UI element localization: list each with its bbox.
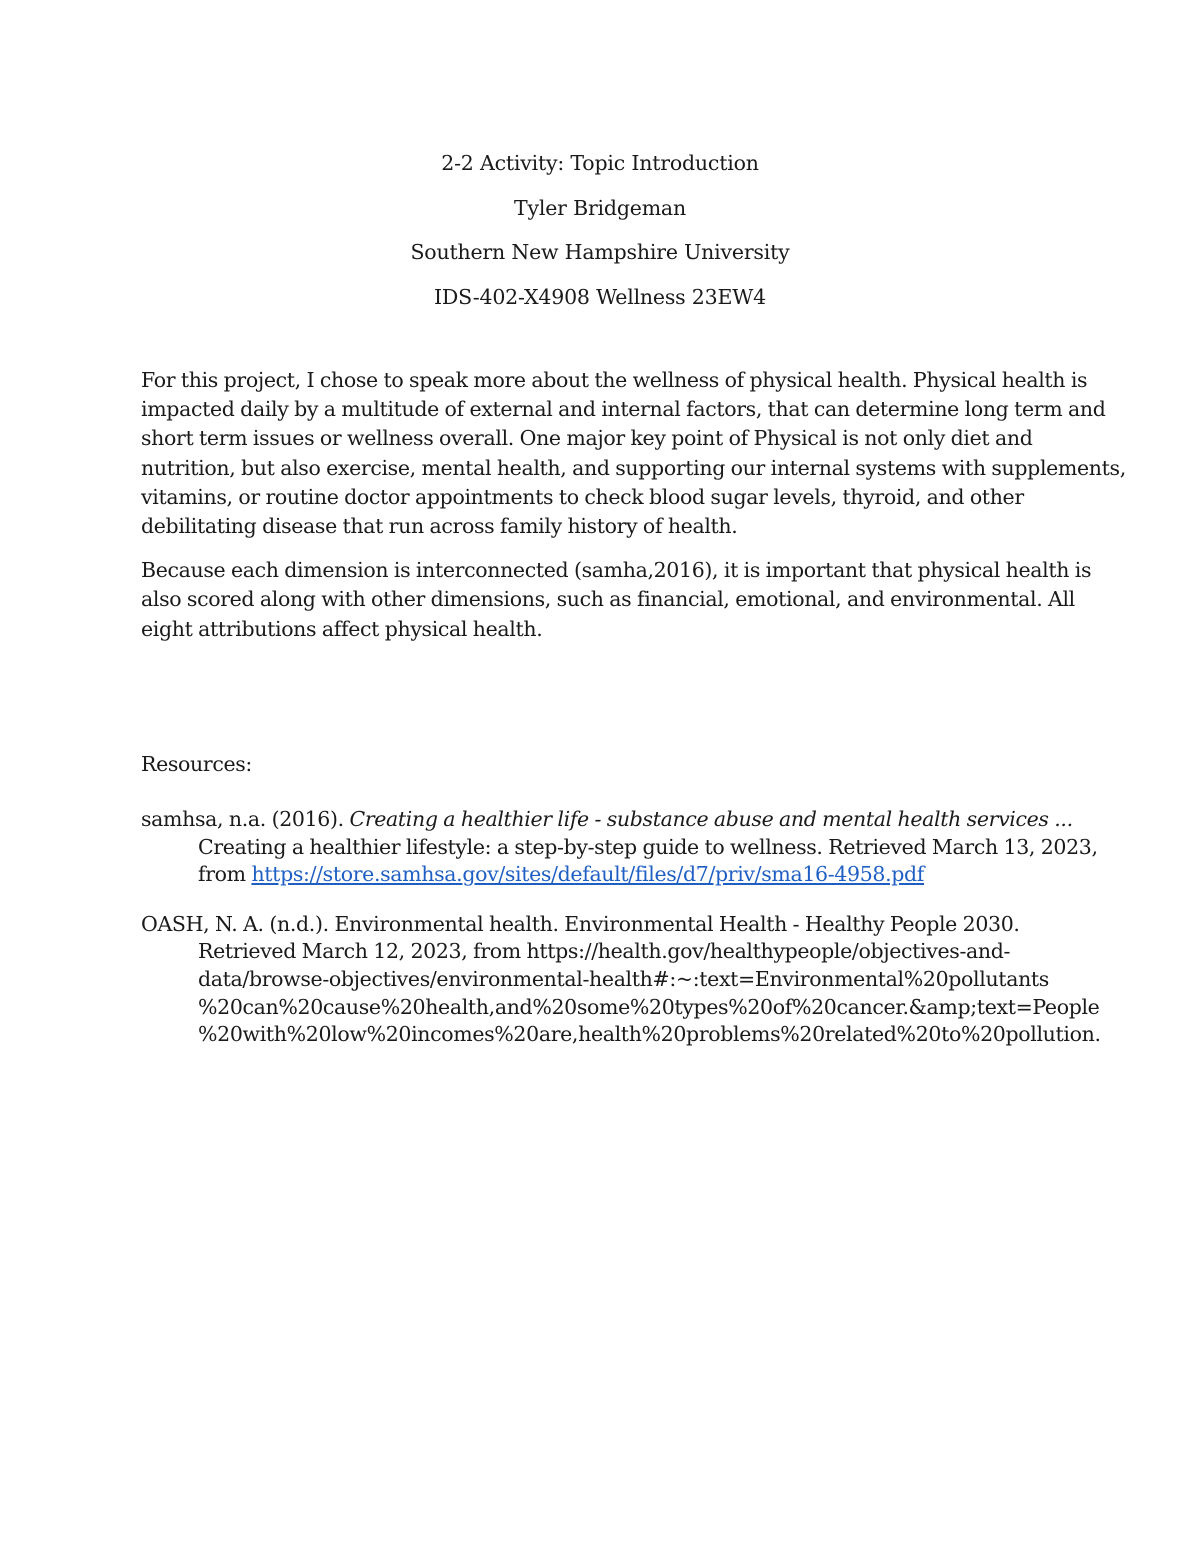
reference-lead: samhsa, n.a. (2016).: [141, 807, 350, 831]
title-block: [0, 141, 1200, 319]
paragraph-line: For this project, I chose to speak more about the wellness of physical health. Physical health is: [141, 368, 1088, 392]
paragraph-line: nutrition, but also exercise, mental health, and supporting our internal systems with supplements,: [141, 455, 1126, 480]
paragraph-2: [141, 556, 1092, 644]
samhsa-link[interactable]: https://store.samhsa.gov/sites/default/files/d7/priv/sma16-4958.pdf: [251, 862, 925, 887]
paragraph-line: eight attributions affect physical health.: [141, 616, 543, 641]
document-title: 2-2 Activity: Topic Introduction: [441, 151, 759, 175]
reference-entry-samhsa: [141, 806, 1098, 889]
reference-line: %20can%20cause%20health,and%20some%20types%20of%20cancer.&amp;text=People: [198, 994, 1100, 1019]
paragraph-line: Because each dimension is interconnected (samha,2016), it is important that physical health is: [141, 558, 1092, 583]
reference-line: Creating a healthier lifestyle: a step-by-step guide to wellness. Retrieved March 13, 2023,: [198, 834, 1098, 859]
reference-line: data/browse-objectives/environmental-health#:~:text=Environmental%20pollutants: [198, 966, 1049, 991]
paragraph-1: [141, 366, 1126, 541]
paragraph-line: also scored along with other dimensions, such as financial, emotional, and environmental. All: [141, 587, 1075, 612]
reference-entry-oash: [141, 911, 1101, 1049]
course-name: IDS-402-X4908 Wellness 23EW4: [434, 284, 766, 309]
reference-line: Retrieved March 12, 2023, from https://health.gov/healthypeople/objectives-and-: [198, 939, 1011, 964]
reference-line: [141, 806, 1071, 834]
reference-line: %20with%20low%20incomes%20are,health%20problems%20related%20to%20pollution.: [198, 1022, 1101, 1047]
institution-name: Southern New Hampshire University: [410, 240, 790, 264]
body-text: [141, 366, 1126, 659]
reference-list: [141, 806, 1101, 1071]
reference-from: from: [198, 862, 252, 887]
paragraph-line: vitamins, or routine doctor appointments to check blood sugar levels, thyroid, and other: [141, 484, 1024, 509]
reference-line: OASH, N. A. (n.d.). Environmental health. Environmental Health - Healthy People 2030.: [141, 911, 1020, 936]
paragraph-line: impacted daily by a multitude of external and internal factors, that can determine long term and: [141, 397, 1106, 422]
reference-italic-title: Creating a healthier life - substance abuse and mental health services ...: [349, 807, 1073, 831]
author-name: Tyler Bridgeman: [514, 195, 686, 220]
reference-line: [141, 861, 1071, 889]
paragraph-line: short term issues or wellness overall. One major key point of Physical is not only diet and: [141, 426, 1033, 451]
paragraph-line: debilitating disease that run across family history of health.: [141, 514, 738, 539]
resources-heading: Resources:: [141, 752, 252, 776]
